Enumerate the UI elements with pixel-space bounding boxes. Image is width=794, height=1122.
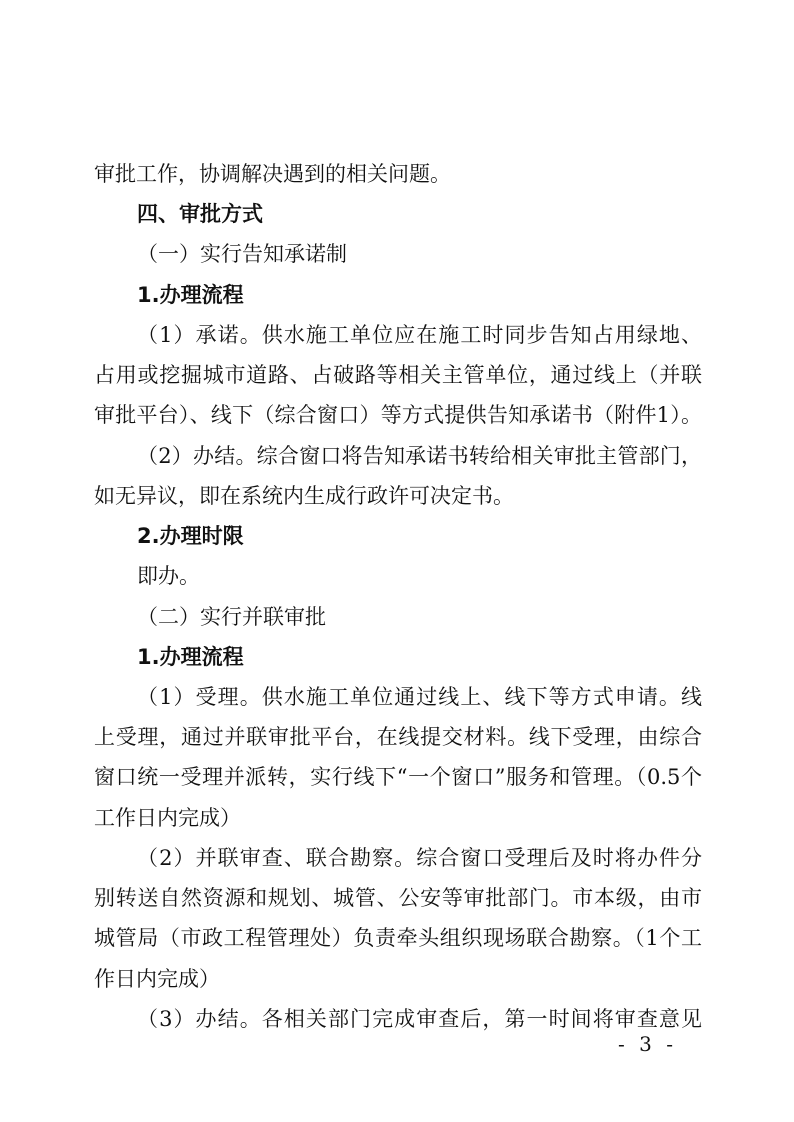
subsection-heading: （一）实行告知承诺制 <box>137 242 347 266</box>
text-line: 审批工作，协调解决遇到的相关问题。 <box>94 162 451 186</box>
text-line: 城管局（市政工程管理处）负责牵头组织现场联合勘察。（1个工 <box>94 926 702 950</box>
text-line: 工作日内完成） <box>94 806 241 830</box>
text-line: 别转送自然资源和规划、城管、公安等审批部门。市本级，由市 <box>94 886 702 910</box>
text-line: （2）办结。综合窗口将告知承诺书转给相关审批主管部门， <box>137 444 702 468</box>
text-line: 审批平台）、线下（综合窗口）等方式提供告知承诺书（附件1）。 <box>94 403 702 427</box>
text-line: （2）并联审查、联合勘察。综合窗口受理后及时将办件分 <box>137 846 702 870</box>
section-heading: 四、审批方式 <box>137 202 263 226</box>
text-line: 占用或挖掘城市道路、占破路等相关主管单位，通过线上（并联 <box>94 363 702 387</box>
text-line: 如无异议，即在系统内生成行政许可决定书。 <box>94 484 514 508</box>
text-line: 上受理，通过并联审批平台，在线提交材料。线下受理，由综合 <box>94 725 702 749</box>
text-line: 作日内完成） <box>94 967 220 991</box>
subsection-heading: （二）实行并联审批 <box>137 605 326 629</box>
item-heading: 2.办理时限 <box>137 524 244 548</box>
item-heading: 1.办理流程 <box>137 283 244 307</box>
text-line: 窗口统一受理并派转，实行线下“一个窗口”服务和管理。（0.5个 <box>94 765 702 789</box>
item-heading: 1.办理流程 <box>137 645 244 669</box>
text-line: 即办。 <box>137 564 200 588</box>
page-number: - 3 - <box>618 1032 677 1056</box>
text-line: （3）办结。各相关部门完成审查后，第一时间将审查意见 <box>137 1007 702 1031</box>
text-line: （1）受理。供水施工单位通过线上、线下等方式申请。线 <box>137 685 702 709</box>
text-line: （1）承诺。供水施工单位应在施工时同步告知占用绿地、 <box>137 323 702 347</box>
